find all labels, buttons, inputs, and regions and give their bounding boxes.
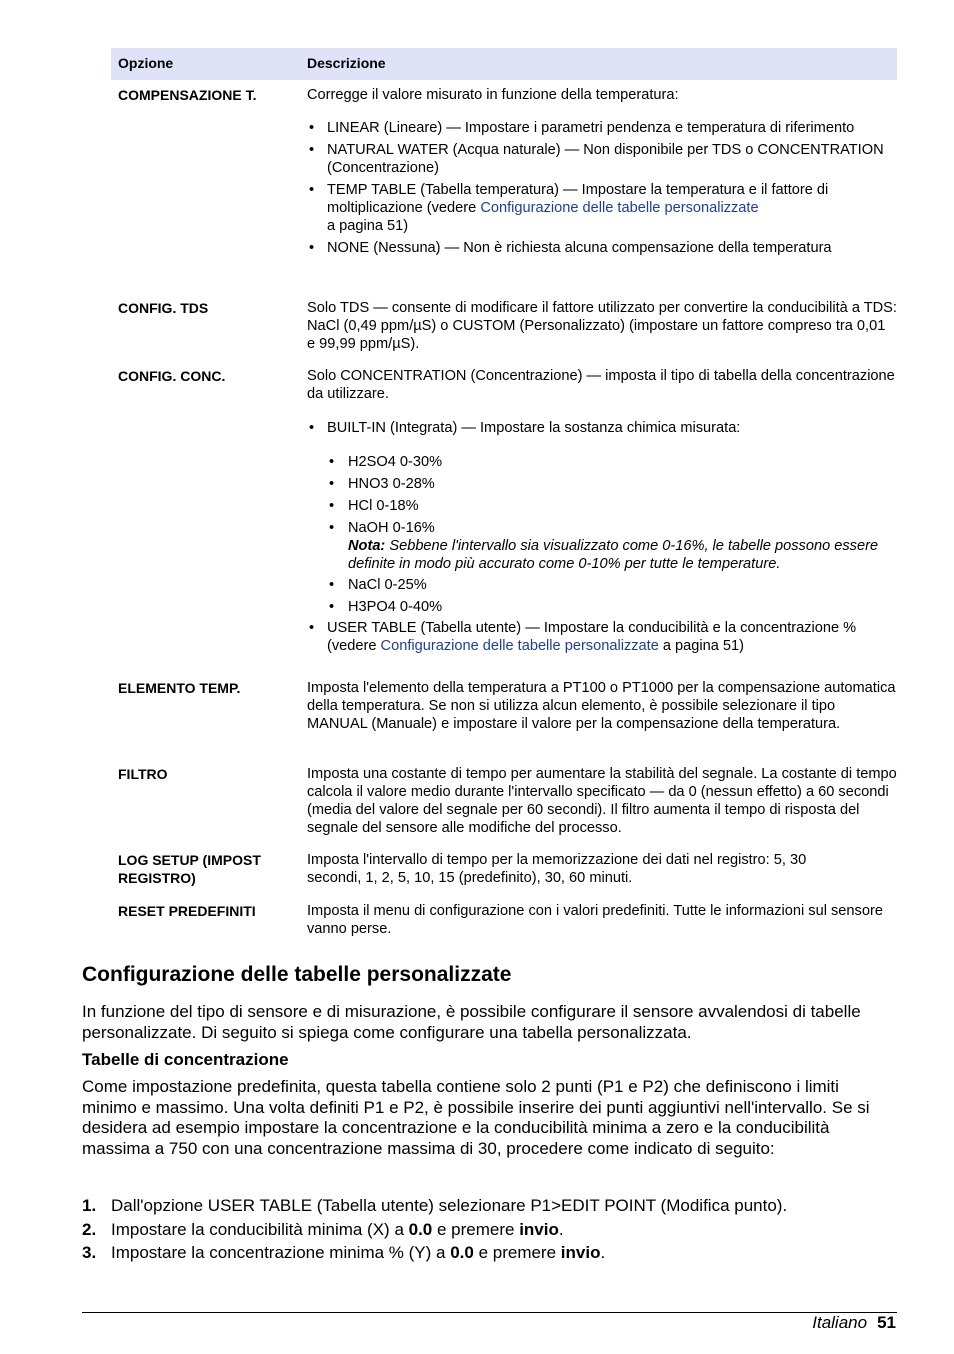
option-label: CONFIG. CONC. [118,368,226,384]
header-option: Opzione [118,55,174,71]
option-label: ELEMENTO TEMP. [118,680,241,696]
page-number: 51 [877,1313,896,1332]
option-description [307,86,897,257]
list-item: • TEMP TABLE (Tabella temperatura) — Impostare la temperatura e il fattore di moltiplicazione (vedere Configurazione delle tabelle personalizzate a pagina 51) [309,182,829,234]
list-item: • NATURAL WATER (Acqua naturale) — Non disponibile per TDS o CONCENTRATION (Concentrazione) [309,142,884,176]
list-item: • NaOH 0-16% Nota: Sebbene l'intervallo sia visualizzato come 0-16%, le tabelle possono essere definite in modo più accurato come 0-10% per tutte le temperature. [329,520,879,572]
list-item: • LINEAR (Lineare) — Impostare i parametri pendenza e temperatura di riferimento [309,120,855,136]
header-description: Descrizione [307,55,386,71]
option-description: Imposta una costante di tempo per aumentare la stabilità del segnale. La costante di tempo calcola il valore medio durante l'intervallo specificato — da 0 (nessun effetto) a 60 secondi (media del valore del segnale per 60 secondi). Il filtro aumenta il tempo di risposta del segnale del sensore alle modifiche del processo. [307,766,897,836]
note: Nota: Sebbene l'intervallo sia visualizzato come 0-16%, le tabelle possono essere definite in modo più accurato come 0-10% per tutte le temperature. [348,538,879,572]
description-intro: Corregge il valore misurato in funzione della temperatura: [307,87,679,103]
list-item: • H3PO4 0-40% [329,599,443,615]
list-item: • NONE (Nessuna) — Non è richiesta alcuna compensazione della temperatura [309,240,832,256]
cross-reference-link[interactable]: Configurazione delle tabelle personalizzate [380,638,659,654]
subsection-title: Tabelle di concentrazione [82,1050,289,1069]
section-intro: In funzione del tipo di sensore e di misurazione, è possibile configurare il sensore avvalendosi di tabelle personalizzate. Di seguito si spiega come configurare una tabella personalizzata. [82,1002,861,1042]
section-title: Configurazione delle tabelle personalizzate [82,963,512,986]
list-item: • NaCl 0-25% [329,577,427,593]
page-footer [812,1313,896,1333]
cross-reference-link[interactable]: Configurazione delle tabelle personalizzate [480,200,759,216]
option-description: Imposta l'intervallo di tempo per la memorizzazione dei dati nel registro: 5, 30 secondi, 1, 2, 5, 10, 15 (predefinito), 30, 60 minuti. [307,852,807,886]
list-item: • HCl 0-18% [329,498,419,514]
list-item: • HNO3 0-28% [329,476,435,492]
option-label: FILTRO [118,766,168,782]
list-item: • BUILT-IN (Integrata) — Impostare la sostanza chimica misurata: [309,420,741,436]
options-table [111,48,897,937]
option-label: CONFIG. TDS [118,300,209,316]
option-label: RESET PREDEFINITI [118,903,256,919]
section-body: Come impostazione predefinita, questa tabella contiene solo 2 punti (P1 e P2) che definiscono i limiti minimo e massimo. Una volta definiti P1 e P2, è possibile inserire dei punti aggiuntivi nell'intervallo. Se si desidera ad esempio impostare la concentrazione e la conducibilità minima a zero e la conducibilità massima a 750 con una concentrazione massima di 30, procedere come indicato di seguito: [82,1077,870,1158]
option-description: Imposta l'elemento della temperatura a PT100 o PT1000 per la compensazione automatica della temperatura. Se non si utilizza alcun elemento, è possibile selezionare il tipo MANUAL (Manuale) e impostare il valore per la compensazione della temperatura. [307,680,896,732]
description-intro: Solo CONCENTRATION (Concentrazione) — imposta il tipo di tabella della concentrazione da utilizzare. [307,368,895,402]
option-label: LOG SETUP (IMPOST REGISTRO) [118,852,261,886]
option-description: Solo TDS — consente di modificare il fattore utilizzato per convertire la conducibilità a TDS: NaCl (0,49 ppm/µS) o CUSTOM (Personalizzato) (impostare un fattore compreso tra 0,01 e 99,99 ppm/µS). [307,300,897,352]
list-item: • USER TABLE (Tabella utente) — Impostare la conducibilità e la concentrazione % (vedere Configurazione delle tabelle personalizzate a pagina 51) [309,620,857,654]
option-description [307,367,897,655]
footer-divider [82,1312,897,1313]
list-item: • H2SO4 0-30% [329,454,443,470]
option-description: Imposta il menu di configurazione con i valori predefiniti. Tutte le informazioni sul sensore vanno perse. [307,903,883,937]
option-label: COMPENSAZIONE T. [118,87,257,103]
table-header [111,48,897,80]
footer-language: Italiano [812,1313,868,1332]
